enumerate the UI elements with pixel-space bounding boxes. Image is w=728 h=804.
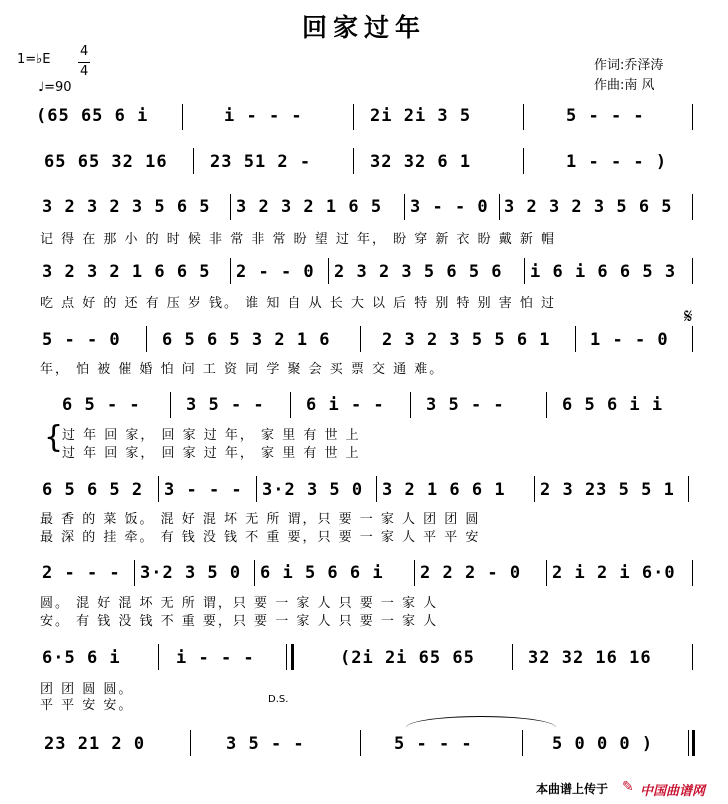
barline [376,476,377,502]
row-5-measure-0: 6 5 - - [62,395,141,415]
row-2-measure-0: 3 2 3 2 3 5 6 5 [42,197,211,217]
row-7-lyrics-2: 安。 有 钱 没 钱 不 重 要，只 要 一 家 人 只 要 一 家 人 [40,614,439,629]
row-7-lyrics-1: 圆。 混 好 混 坏 无 所 谓，只 要 一 家 人 只 要 一 家 人 [40,596,439,611]
row-6-lyrics-2: 最 深 的 挂 牵。 有 钱 没 钱 不 重 要，只 要 一 家 人 平 平 安 [40,530,481,545]
barline [134,560,135,586]
row-5-measure-1: 3 5 - - [186,395,265,415]
row-2-measure-1: 3 2 3 2 1 6 5 [236,197,383,217]
row-4-measure-2: 2 3 2 3 5 5 6 1 [382,330,551,350]
barline [499,194,500,220]
row-8-measure-0: 6·5 6 i [42,648,121,668]
barline [688,730,689,756]
row-7-measure-1: 3·2 3 5 0 [140,563,242,583]
barline [512,644,513,670]
footer-upload-text: 本曲谱上传于 [536,782,609,796]
footer-site-logo[interactable]: 中国曲谱网 [640,784,706,799]
row-3-measure-2: 2 3 2 3 5 6 5 6 [334,262,503,282]
row-6-measure-2: 3·2 3 5 0 [262,480,364,500]
row-7-measure-3: 2 2 2 - 0 [420,563,522,583]
row-3-measure-0: 3 2 3 2 1 6 6 5 [42,262,211,282]
row-3-measure-1: 2 - - 0 [236,262,315,282]
barline [575,326,576,352]
composer: 作曲:南 风 [594,78,655,93]
barline [688,476,689,502]
barline [360,326,361,352]
tempo-mark: ♩=90 [38,80,72,95]
barline [546,392,547,418]
row-8-measure-3: 32 32 16 16 [528,648,652,668]
barline [256,476,257,502]
barline [146,326,147,352]
song-title: 回家过年 [301,13,426,42]
row-7-measure-0: 2 - - - [42,563,121,583]
row-1-measure-2: 32 32 6 1 [370,152,472,172]
row-2-lyrics: 记 得 在 那 小 的 时 候 非 常 非 常 盼 望 过 年， 盼 穿 新 衣 盼 戴 新 帽 [40,232,557,247]
barline [328,258,329,284]
row-5-measure-4: 6 5 6 i i [562,395,664,415]
row-1-measure-3: 1 - - - ) [566,152,668,172]
barline [534,476,535,502]
row-8-lyrics-1: 团 团 圆 圆。 [40,682,134,697]
row-8-lyrics-2: 平 平 安 安。 [40,698,134,713]
lyricist: 作词:乔泽涛 [594,58,664,73]
barline [158,644,159,670]
row-6-measure-3: 3 2 1 6 6 1 [382,480,506,500]
row-6-measure-1: 3 - - - [164,480,243,500]
row-3-lyrics: 吃 点 好 的 还 有 压 岁 钱。 谁 知 自 从 长 大 以 后 特 别 特 别 害 怕 过 [40,296,557,311]
barline [524,258,525,284]
row-1-measure-1: 23 51 2 - [210,152,312,172]
repeat-barline [291,644,294,670]
barline [353,148,354,174]
row-6-measure-0: 6 5 6 5 2 [42,480,144,500]
row-5-measure-2: 6 i - - [306,395,385,415]
barline [230,194,231,220]
tie-arc [406,716,556,739]
barline [182,104,183,130]
barline [692,194,693,220]
barline [286,644,287,670]
barline [290,392,291,418]
barline [254,560,255,586]
row-6-lyrics-1: 最 香 的 菜 饭。 混 好 混 坏 无 所 谓，只 要 一 家 人 团 团 圆 [40,512,481,527]
barline [414,560,415,586]
row-5-lyrics-2: 过 年 回 家， 回 家 过 年， 家 里 有 世 上 [62,446,361,461]
row-7-measure-2: 6 i 5 6 6 i [260,563,384,583]
row-8-measure-1: i - - - [176,648,255,668]
barline [692,326,693,352]
row-4-lyrics: 年， 怕 被 催 婚 怕 问 工 资 同 学 聚 会 买 票 交 通 难。 [40,362,445,377]
ds-marking: D.S. [268,694,289,705]
row-4-measure-3: 1 - - 0 [590,330,669,350]
row-2-measure-2: 3 - - 0 [410,197,489,217]
row-1-measure-0: 65 65 32 16 [44,152,168,172]
row-4-measure-1: 6 5 6 5 3 2 1 6 [162,330,331,350]
row-9-measure-1: 3 5 - - [226,734,305,754]
verse-brace: { [44,420,64,455]
row-5-measure-3: 3 5 - - [426,395,505,415]
barline [193,148,194,174]
row-6-measure-4: 2 3 23 5 5 1 [540,480,675,500]
barline [692,258,693,284]
final-barline [692,730,695,756]
barline [546,560,547,586]
time-sig-bottom: 4 [80,64,89,79]
barline [170,392,171,418]
barline [692,104,693,130]
row-9-measure-0: 23 21 2 0 [44,734,146,754]
row-0-measure-3: 5 - - - [566,106,645,126]
key-signature: 1=♭E [17,52,51,67]
row-2-measure-3: 3 2 3 2 3 5 6 5 [504,197,673,217]
row-3-measure-3: i 6 i 6 6 5 3 [530,262,677,282]
row-9-measure-3: 5 0 0 0 ) [552,734,654,754]
row-7-measure-4: 2 i 2 i 6·0 [552,563,676,583]
barline [404,194,405,220]
barline [410,392,411,418]
barline [230,258,231,284]
row-4-measure-0: 5 - - 0 [42,330,121,350]
time-sig-top: 4 [80,44,89,59]
row-9-measure-2: 5 - - - [394,734,473,754]
barline [158,476,159,502]
time-sig-divider [78,62,90,63]
barline [692,560,693,586]
site-logo-icon: ✎ [622,779,634,795]
row-0-measure-2: 2i 2i 3 5 [370,106,472,126]
barline [190,730,191,756]
barline [360,730,361,756]
row-0-measure-0: (65 65 6 i [36,106,149,126]
barline [353,104,354,130]
barline [523,148,524,174]
barline [523,104,524,130]
row-0-measure-1: i - - - [224,106,303,126]
row-8-measure-2: (2i 2i 65 65 [340,648,475,668]
barline [692,644,693,670]
row-5-lyrics-1: 过 年 回 家， 回 家 过 年， 家 里 有 世 上 [62,428,361,443]
segno-sign: 𝄋 [684,304,693,328]
